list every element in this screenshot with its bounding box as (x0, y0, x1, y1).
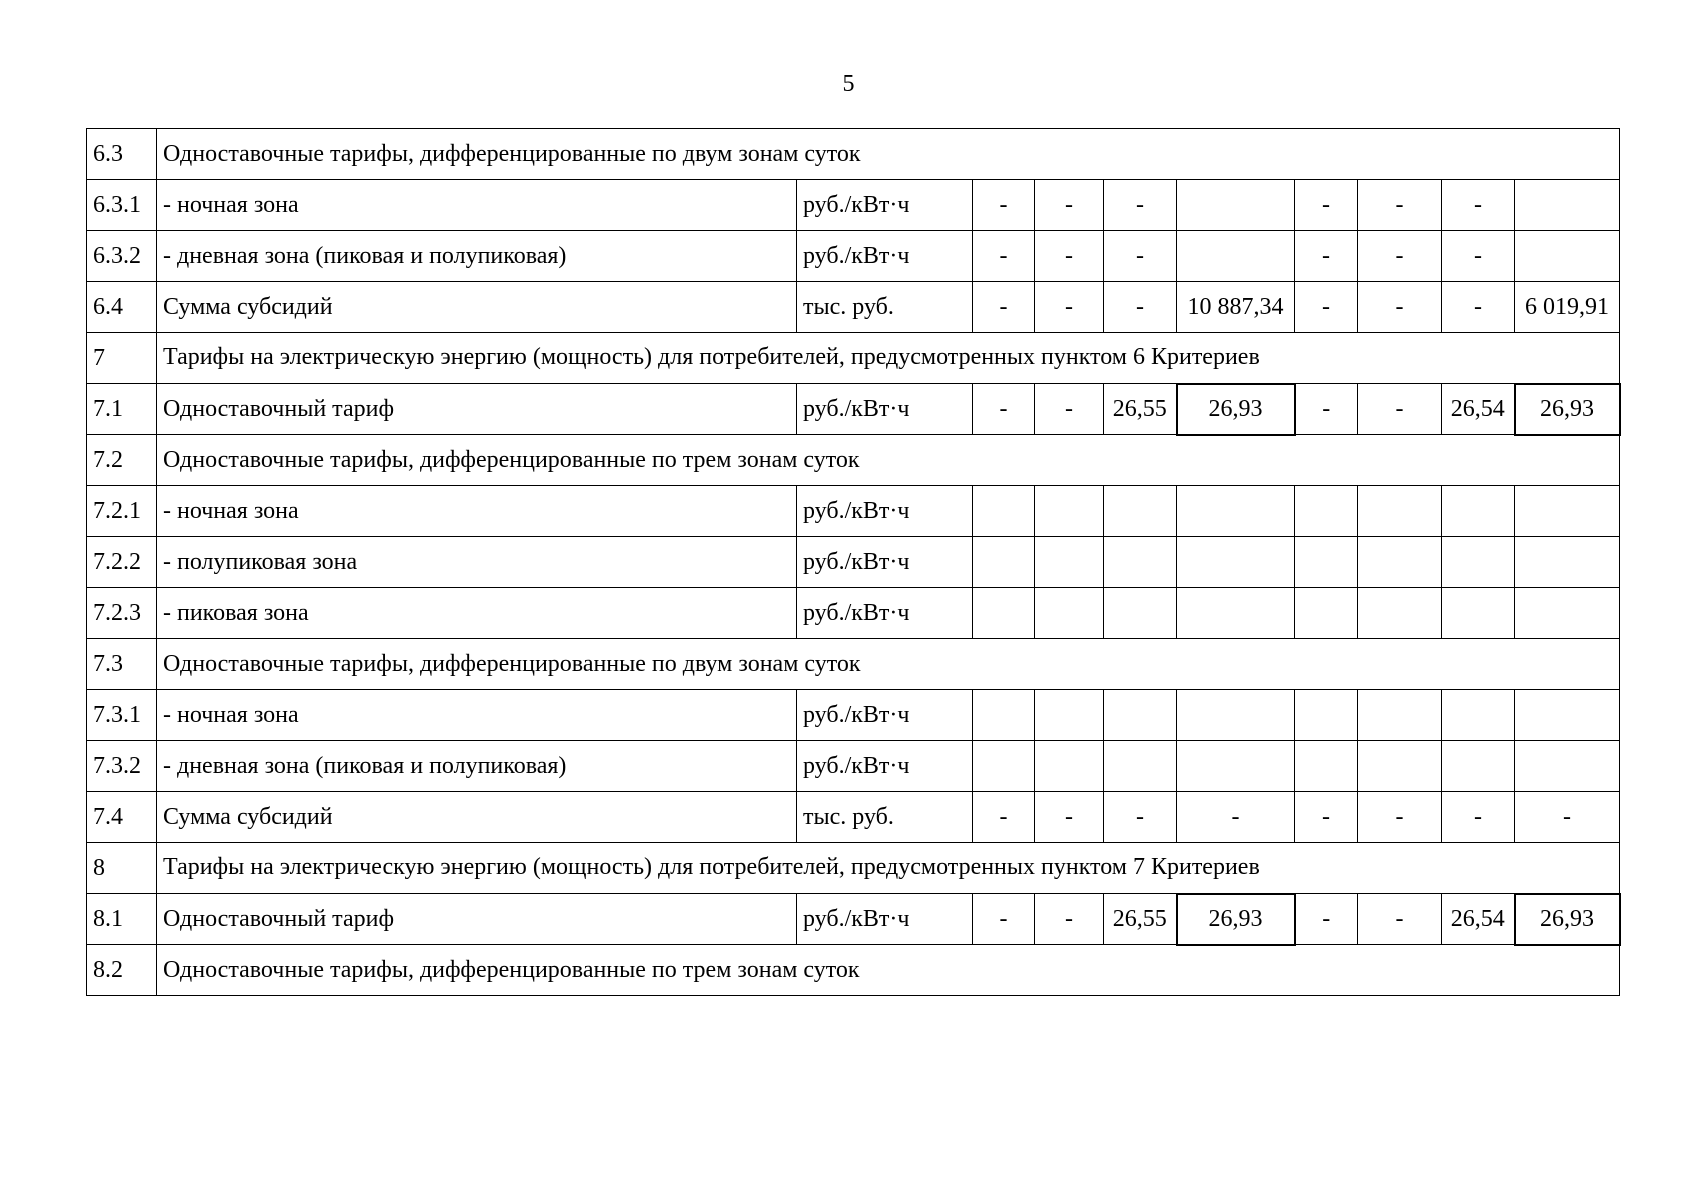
value-cell (1358, 690, 1442, 741)
unit-cell: руб./кВт·ч (797, 588, 973, 639)
row-number: 8 (87, 843, 157, 894)
value-cell: 26,93 (1515, 384, 1620, 435)
section-heading: Тарифы на электрическую энергию (мощность) для потребителей, предусмотренных пунктом 6 Критериев (157, 333, 1620, 384)
value-cell: - (1442, 180, 1515, 231)
row-number: 6.3.1 (87, 180, 157, 231)
table-row (87, 741, 1620, 792)
value-cell (1035, 537, 1104, 588)
value-cell: - (1295, 231, 1358, 282)
value-cell (1295, 588, 1358, 639)
row-number: 7.4 (87, 792, 157, 843)
value-cell: 26,55 (1104, 384, 1177, 435)
value-cell: - (973, 894, 1035, 945)
value-cell: - (1358, 384, 1442, 435)
table-row (87, 282, 1620, 333)
value-cell (1358, 486, 1442, 537)
row-label: Сумма субсидий (157, 792, 797, 843)
value-cell: - (1358, 792, 1442, 843)
value-cell: - (1035, 282, 1104, 333)
row-label: Сумма субсидий (157, 282, 797, 333)
value-cell: - (1104, 282, 1177, 333)
unit-cell: руб./кВт·ч (797, 180, 973, 231)
table-row (87, 843, 1620, 894)
value-cell (1295, 486, 1358, 537)
value-cell (1442, 690, 1515, 741)
value-cell (1515, 486, 1620, 537)
value-cell: - (1515, 792, 1620, 843)
row-number: 7.2.2 (87, 537, 157, 588)
value-cell (1035, 690, 1104, 741)
value-cell (1177, 690, 1295, 741)
table-row (87, 945, 1620, 996)
value-cell (1515, 537, 1620, 588)
table-row (87, 639, 1620, 690)
row-label: Одноставочный тариф (157, 384, 797, 435)
value-cell: - (1442, 792, 1515, 843)
value-cell (1515, 588, 1620, 639)
value-cell (1358, 588, 1442, 639)
value-cell: - (1104, 792, 1177, 843)
value-cell: - (973, 231, 1035, 282)
value-cell: - (973, 282, 1035, 333)
value-cell: - (1177, 792, 1295, 843)
value-cell: - (1104, 180, 1177, 231)
value-cell: - (1035, 180, 1104, 231)
table-row (87, 384, 1620, 435)
table-row (87, 894, 1620, 945)
value-cell: 26,54 (1442, 384, 1515, 435)
row-label: - дневная зона (пиковая и полупиковая) (157, 741, 797, 792)
value-cell: - (1358, 282, 1442, 333)
value-cell (1295, 690, 1358, 741)
value-cell: 10 887,34 (1177, 282, 1295, 333)
value-cell: - (1295, 282, 1358, 333)
section-heading: Одноставочные тарифы, дифференцированные по трем зонам суток (157, 435, 1620, 486)
value-cell: - (1358, 231, 1442, 282)
value-cell (1515, 180, 1620, 231)
table-row (87, 129, 1620, 180)
value-cell (1177, 486, 1295, 537)
table-row (87, 180, 1620, 231)
value-cell (1515, 690, 1620, 741)
row-number: 8.1 (87, 894, 157, 945)
unit-cell: руб./кВт·ч (797, 384, 973, 435)
value-cell (1104, 588, 1177, 639)
unit-cell: руб./кВт·ч (797, 486, 973, 537)
value-cell (1442, 588, 1515, 639)
value-cell (1104, 690, 1177, 741)
row-number: 7.1 (87, 384, 157, 435)
value-cell (1358, 741, 1442, 792)
value-cell (1442, 741, 1515, 792)
value-cell (1442, 486, 1515, 537)
row-number: 7.2.1 (87, 486, 157, 537)
table-row (87, 435, 1620, 486)
value-cell (1177, 537, 1295, 588)
value-cell (973, 588, 1035, 639)
value-cell (1104, 486, 1177, 537)
value-cell (1177, 741, 1295, 792)
section-heading: Одноставочные тарифы, дифференцированные по двум зонам суток (157, 639, 1620, 690)
value-cell: - (1035, 231, 1104, 282)
value-cell (1295, 741, 1358, 792)
tariff-table (86, 128, 1621, 996)
unit-cell: руб./кВт·ч (797, 690, 973, 741)
value-cell: - (1035, 384, 1104, 435)
value-cell: - (1035, 792, 1104, 843)
value-cell (973, 486, 1035, 537)
row-number: 7.3.1 (87, 690, 157, 741)
row-label: Одноставочный тариф (157, 894, 797, 945)
section-heading: Одноставочные тарифы, дифференцированные по трем зонам суток (157, 945, 1620, 996)
value-cell: - (1295, 894, 1358, 945)
value-cell (1515, 741, 1620, 792)
row-label: - ночная зона (157, 180, 797, 231)
row-label: - ночная зона (157, 486, 797, 537)
value-cell (1515, 231, 1620, 282)
unit-cell: руб./кВт·ч (797, 894, 973, 945)
row-number: 7.3.2 (87, 741, 157, 792)
row-label: - полупиковая зона (157, 537, 797, 588)
unit-cell: тыс. руб. (797, 792, 973, 843)
value-cell: - (1295, 180, 1358, 231)
value-cell: - (1295, 792, 1358, 843)
row-number: 6.3.2 (87, 231, 157, 282)
value-cell (1177, 180, 1295, 231)
page-number: 5 (842, 71, 855, 97)
row-number: 7.2.3 (87, 588, 157, 639)
unit-cell: тыс. руб. (797, 282, 973, 333)
unit-cell: руб./кВт·ч (797, 231, 973, 282)
value-cell: - (973, 180, 1035, 231)
value-cell (1358, 537, 1442, 588)
value-cell: 26,93 (1177, 894, 1295, 945)
value-cell: 26,93 (1177, 384, 1295, 435)
section-heading: Тарифы на электрическую энергию (мощность) для потребителей, предусмотренных пунктом 7 Критериев (157, 843, 1620, 894)
table-row (87, 231, 1620, 282)
value-cell (1104, 741, 1177, 792)
value-cell: - (973, 792, 1035, 843)
value-cell (1104, 537, 1177, 588)
row-number: 6.4 (87, 282, 157, 333)
row-number: 7.3 (87, 639, 157, 690)
value-cell: - (1442, 282, 1515, 333)
row-label: - дневная зона (пиковая и полупиковая) (157, 231, 797, 282)
row-label: - ночная зона (157, 690, 797, 741)
value-cell: - (1442, 231, 1515, 282)
row-label: - пиковая зона (157, 588, 797, 639)
value-cell: - (1035, 894, 1104, 945)
row-number: 6.3 (87, 129, 157, 180)
value-cell: - (1358, 894, 1442, 945)
value-cell: 6 019,91 (1515, 282, 1620, 333)
value-cell (1035, 486, 1104, 537)
value-cell (1177, 588, 1295, 639)
value-cell: - (1104, 231, 1177, 282)
value-cell (1177, 231, 1295, 282)
value-cell (973, 741, 1035, 792)
value-cell (1035, 741, 1104, 792)
value-cell (1295, 537, 1358, 588)
table-row (87, 333, 1620, 384)
section-heading: Одноставочные тарифы, дифференцированные по двум зонам суток (157, 129, 1620, 180)
table-row (87, 537, 1620, 588)
value-cell (1442, 537, 1515, 588)
unit-cell: руб./кВт·ч (797, 537, 973, 588)
value-cell: - (973, 384, 1035, 435)
value-cell: - (1358, 180, 1442, 231)
value-cell: 26,93 (1515, 894, 1620, 945)
row-number: 7.2 (87, 435, 157, 486)
table-row (87, 588, 1620, 639)
value-cell (973, 690, 1035, 741)
value-cell (1035, 588, 1104, 639)
table-row (87, 690, 1620, 741)
row-number: 7 (87, 333, 157, 384)
table-row (87, 792, 1620, 843)
value-cell: 26,54 (1442, 894, 1515, 945)
value-cell: - (1295, 384, 1358, 435)
unit-cell: руб./кВт·ч (797, 741, 973, 792)
value-cell: 26,55 (1104, 894, 1177, 945)
row-number: 8.2 (87, 945, 157, 996)
table-row (87, 486, 1620, 537)
value-cell (973, 537, 1035, 588)
